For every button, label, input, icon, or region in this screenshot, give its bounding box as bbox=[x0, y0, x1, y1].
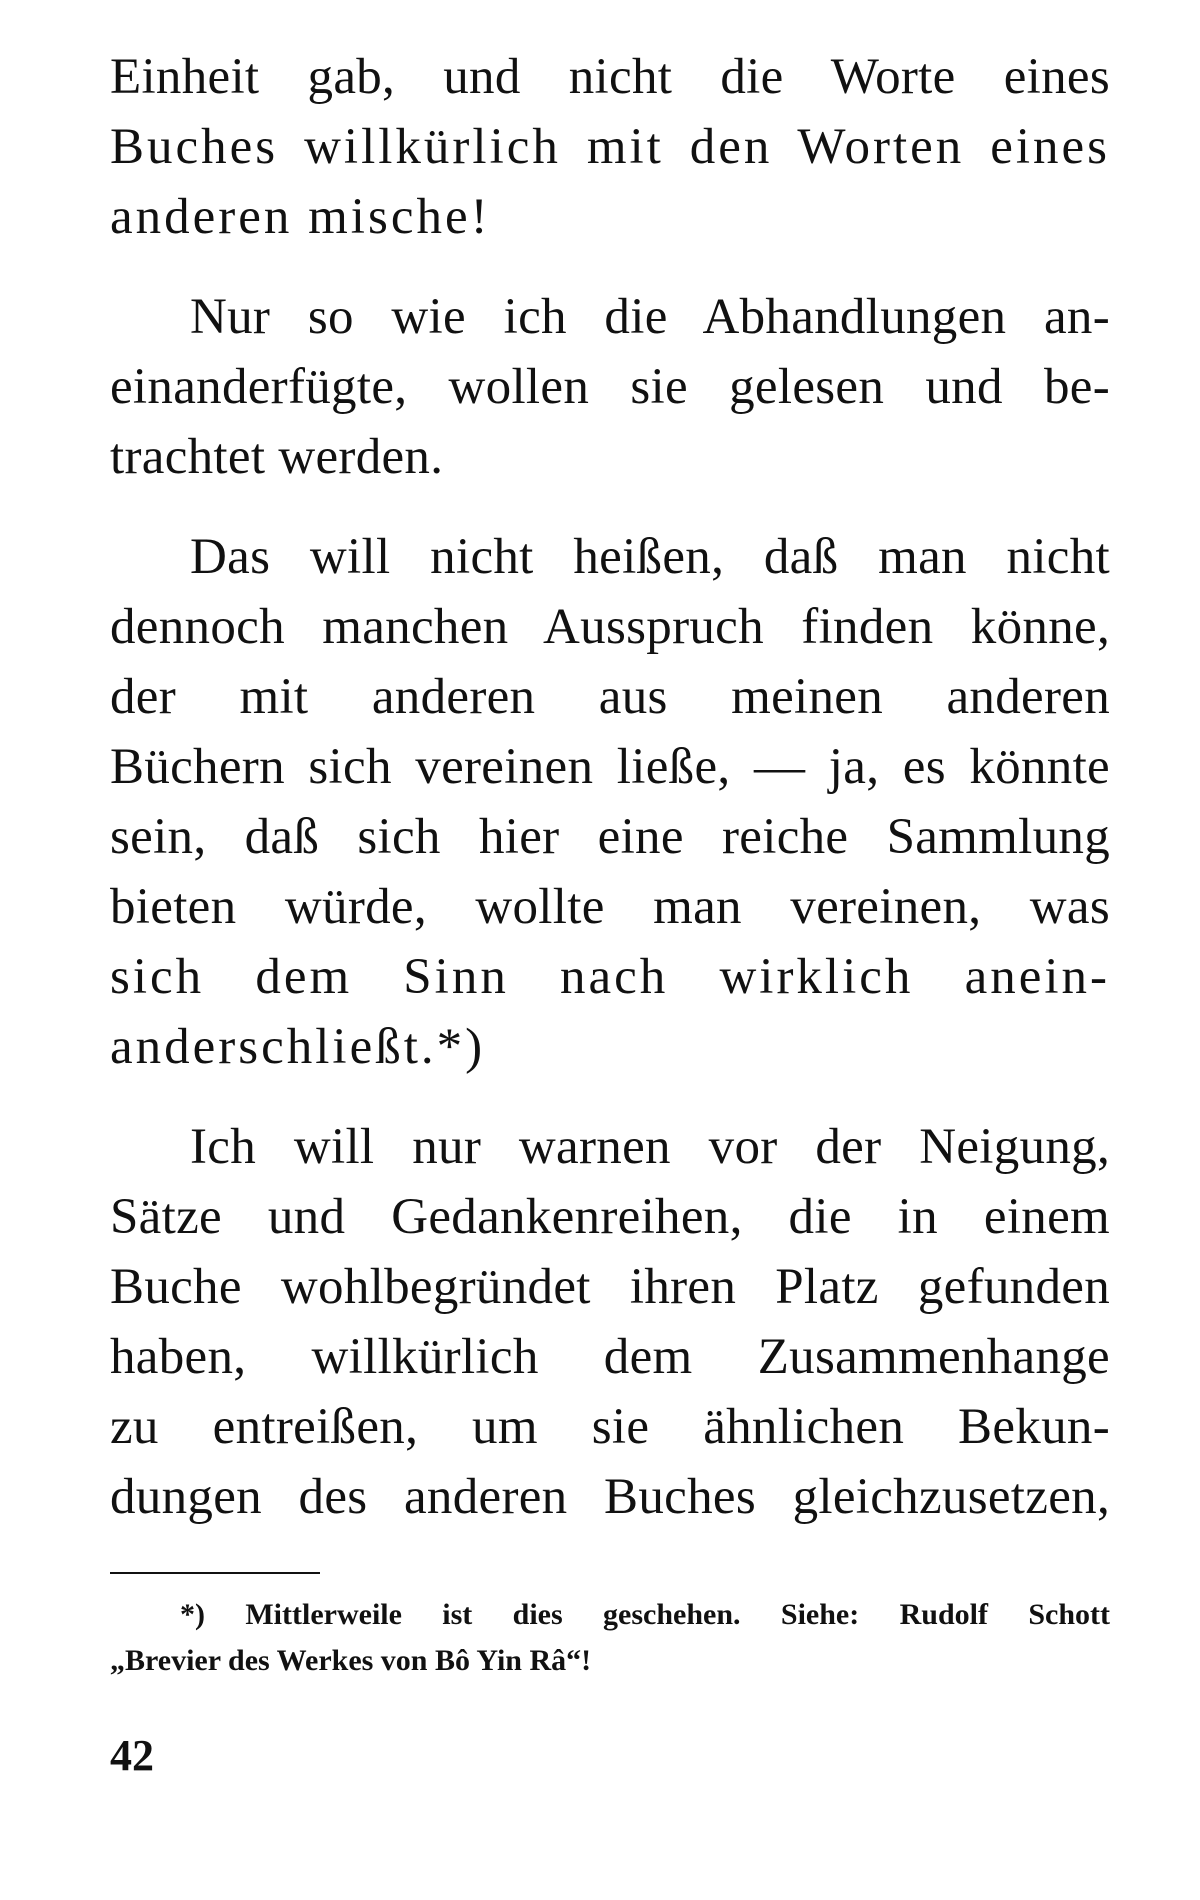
text-line: Büchern sich vereinen ließe, — ja, es könnte bbox=[110, 739, 1110, 795]
text-line: anderen mische! bbox=[110, 189, 491, 245]
text-line: Ich will nur warnen vor der Neigung, bbox=[190, 1119, 1110, 1175]
text-line: sich dem Sinn nach wirklich anein- bbox=[110, 949, 1110, 1005]
footnote-divider bbox=[110, 1572, 320, 1574]
text-line: sein, daß sich hier eine reiche Sammlung bbox=[110, 809, 1110, 865]
text-line: Buche wohlbegründet ihren Platz gefunden bbox=[110, 1259, 1110, 1315]
text-line: bieten würde, wollte man vereinen, was bbox=[110, 879, 1110, 935]
text-line: haben, willkürlich dem Zusammenhange bbox=[110, 1329, 1110, 1385]
footnote-line: *) Mittlerweile ist dies geschehen. Siehe: Rudolf Schott bbox=[180, 1598, 1110, 1631]
text-line: einanderfügte, wollen sie gelesen und be- bbox=[110, 359, 1110, 415]
page-number: 42 bbox=[110, 1731, 154, 1780]
text-line: Sätze und Gedankenreihen, die in einem bbox=[110, 1189, 1110, 1245]
text-line: Nur so wie ich die Abhandlungen an- bbox=[190, 289, 1110, 345]
text-line: Buches willkürlich mit den Worten eines bbox=[110, 119, 1110, 175]
paragraph-3 bbox=[110, 522, 1110, 1082]
paragraph-4 bbox=[110, 1112, 1110, 1532]
footnote-line: „Brevier des Werkes von Bô Yin Râ“! bbox=[110, 1644, 592, 1677]
text-line: der mit anderen aus meinen anderen bbox=[110, 669, 1110, 725]
text-line: zu entreißen, um sie ähnlichen Bekun- bbox=[110, 1399, 1110, 1455]
text-line: dennoch manchen Ausspruch finden könne, bbox=[110, 599, 1110, 655]
paragraph-1 bbox=[110, 42, 1110, 252]
text-line: Das will nicht heißen, daß man nicht bbox=[190, 529, 1110, 585]
text-line: Einheit gab, und nicht die Worte eines bbox=[110, 49, 1110, 105]
text-line: dungen des anderen Buches gleichzusetzen, bbox=[110, 1469, 1110, 1525]
text-line: trachtet werden. bbox=[110, 429, 444, 485]
text-line: anderschließt.*) bbox=[110, 1019, 486, 1075]
footnote bbox=[110, 1592, 1110, 1684]
paragraph-2 bbox=[110, 282, 1110, 492]
